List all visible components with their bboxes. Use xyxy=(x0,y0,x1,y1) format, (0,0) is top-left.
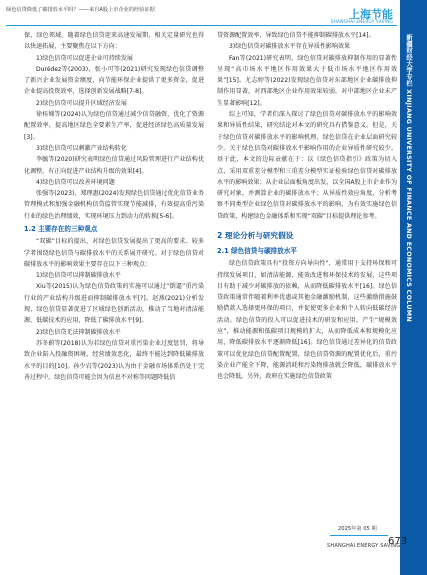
issue-label: 2025年第 05 期 xyxy=(338,526,377,532)
body-paragraph: 1)绿色信贷可以抑制碳排放水平 xyxy=(36,272,121,280)
body-paragraph: 4)绿色信贷可以改善环境问题 xyxy=(36,178,115,186)
section-heading: 2 理论分析与研究假设 xyxy=(217,231,294,241)
body-paragraph: 3)绿色信贷对碳排放水平存在异质性影响效果 xyxy=(229,43,351,51)
page-number: 673 xyxy=(388,536,408,547)
body-paragraph: Xiu等(2015)认为绿色信贷政策的实施可以通过“倒逼”重污染行业的产业结构升级进而抑制碳排放水平[?]。赵燕(2021)分析发现，绿色信贷显著促进了区域绿色创新活动，推动了当地对清洁能源、低碳技术的应用，降低了碳排放水平[9]。 xyxy=(24,283,204,325)
section-heading: 2.1 绿色信贷与碳排放水平 xyxy=(217,247,297,256)
section-heading: 1.2 主要存在的三种观点 xyxy=(24,225,98,234)
body-paragraph: 李毓等(2020)研究表明绿色信贷通过风险管理进行产业结构优化调整，有正向促进产业结构升级的效果[4]。 xyxy=(24,156,204,175)
running-title: 绿色信贷降低了碳排放水平吗？——来自A股上市企业的经验证据 xyxy=(6,7,155,13)
body-paragraph: 保、绿色领域。随着绿色信贷迎来高速发展期，相关定量研究也得以快速拓展，主要聚焦在以下方向： xyxy=(24,32,204,51)
journal-brand-cn: 上海节能 xyxy=(349,8,393,21)
right-text-column xyxy=(217,30,397,383)
body-paragraph: 综上可知，学者们深入探讨了绿色信贷对碳排放水平的影响效果和异质性结果，研究结论对本文的研究具有借鉴意义。但是，关于绿色信贷对碳排放水平的影响机理、绿色信贷在企业层面研究较少。关于绿色信贷对碳排放水平影响作用的企业异质性研究较少。基于此，本文的边际贡献在于：以《绿色信贷指引》政策为切入点，采用双重差分模型和三重差分模型实证检验绿色信贷对碳排放水平的影响效果；从企业层面板角度出发，以全国A股上市企业作为研究对象，并测算企业的碳排放水平；从异质性效应角度，分析考察不同类型企业绿色信贷对碳排放水平的影响，为有效实施绿色信贷政策、构建绿色金融体系和实现“双碳”目标提供理论参考。 xyxy=(217,111,397,220)
body-paragraph: 3)绿色信贷可以刺激产业结构转化 xyxy=(36,144,127,152)
body-paragraph: 1)绿色信贷可以促进企业可持续发展 xyxy=(36,54,133,62)
journal-brand-en: SHANGHAI ENERGY SAVING xyxy=(330,19,393,24)
left-text-column xyxy=(24,30,204,383)
body-paragraph: 贷资源配置效率，导致绿色信贷不能抑制碳排放水平[14]。 xyxy=(217,32,375,39)
column-side-label: 新疆财经大学专栏 XINJIANG UNIVERSITY OF FINANCE AND ECONOMICS COLUMN xyxy=(405,34,412,322)
body-paragraph: 徐桂娣等(2024)认为绿色信贷通过减少信贷融资，优化了资源配置效率，提高地区绿色全要素生产率，促进经济绿色高质量发展[3]。 xyxy=(24,111,204,141)
footer-brand: SHANGHAI ENERGY SAVING xyxy=(327,543,401,549)
column-side-banner xyxy=(400,0,427,575)
body-paragraph: 2)绿色信贷无法抑制碳排放水平 xyxy=(36,328,121,336)
body-paragraph: Fan等(2021)研究表明，绿色信贷对碳排放抑制作用的显著性呈现“高市场水平地区作用效果大于低市场水平地区作用效果”[15]。尤志婷等(2022)发现绿色信贷对东部地区企业碳排放抑制作用显著，对西部地区企业作用效果较弱，对中部地区企业未产生显著影响[12]。 xyxy=(217,54,397,107)
body-paragraph: 苏冬蔚等(2018)认为若绿色信贷对重污染企业过度惩罚，将导致企业陷入投融资困境、经营绩效恶化，最终不能达到降低碳排放水平的目的[10]。孙少岩等(2023)认为由于金融市场体系仍处于完善过程中，绿色信贷可能会因为信息不对称等问题降低信 xyxy=(24,339,204,381)
footer-divider xyxy=(330,535,388,536)
body-paragraph: Durédez等(2003)、张小可等(2021)研究发现绿色信贷调整了新兴企业发展资金额度，向节能环保企业提供了更多资金，促进企业提高投资效率、选择创新发展战略[7-8]。 xyxy=(24,65,204,96)
body-paragraph: 绿色信贷政策具有“投资方向导向性”，通常用于支持环保和可持续发展项目，如清洁能源、能效改进和环保技术的发展，这些项目有助于减少对碳排放的依赖，从而降低碳排放水平[16]。绿色信贷政策通常伴随着利率优惠或其他金融激励机制，这些激励措施鼓励借款人选择更环保的项目，并促使更多企业和个人转向低碳经济活动。绿色信贷的投入可以促进技术的研发和应用，产生“规模效应”，推动能源和低碳项目规模的扩大，从而降低成本和规模化应用，降低碳排放水平逐渐降低[16]。绿色信贷通过差异化的信贷政策可以优化绿色信贷配置配置，绿色信贷资源的配置优化后，重污染企业产能全下降，能源消耗和污染物排放就会降低，碳排放水平也会降低。另外，政府在实施绿色信贷政策 xyxy=(217,260,397,381)
body-paragraph: 2)绿色信贷可以提升区域经济发展 xyxy=(36,99,127,107)
body-paragraph: 张强等(2023)、郑理惠(2024)发现绿色信贷通过优化信贷业务管理模式和加强金融机构信贷监管实现节能减排，有效提高重污染行业的绿色治理绩效，实现环境压力到动力的转换[5-6]。 xyxy=(24,190,204,220)
header-divider xyxy=(6,25,397,26)
body-paragraph: “双碳”目标的提出，对绿色信贷发展提出了更高的要求。较多学者围绕绿色信贷与碳排放水平的关系展开研究。对于绿色信贷对碳排放水平的影响效果主要存在以下三种观点： xyxy=(24,238,204,268)
